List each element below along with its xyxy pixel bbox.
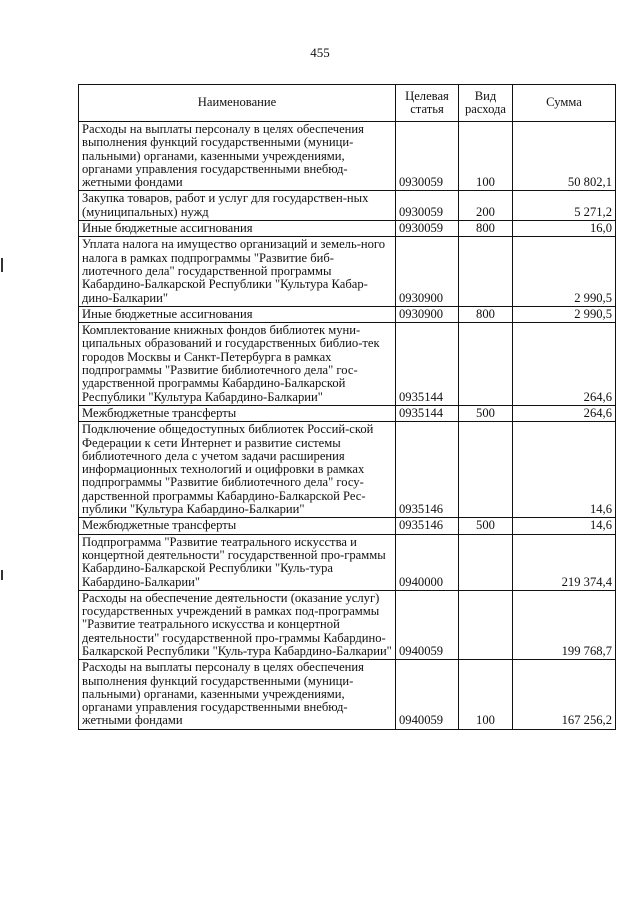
row-type [459, 590, 513, 659]
row-type: 500 [459, 405, 513, 421]
row-sum: 5 271,2 [513, 191, 616, 221]
row-type: 800 [459, 221, 513, 237]
row-name: Межбюджетные трансферты [79, 518, 396, 534]
row-name: Комплектование книжных фондов библиотек муни-ципальных образований и государственных библио-тек городов Москвы и Санкт-Петербурга в рамках подпрограммы "Развитие библиотечного дела" гос-ударственной программы Кабардино-Балкарской Республики "Культура Кабардино-Балкарии" [79, 323, 396, 406]
row-article: 0935144 [396, 323, 459, 406]
table-row [79, 221, 616, 237]
table-row [79, 122, 616, 191]
row-type [459, 323, 513, 406]
row-name: Межбюджетные трансферты [79, 405, 396, 421]
row-article: 0935144 [396, 405, 459, 421]
row-name: Подпрограмма "Развитие театрального искусства и концертной деятельности" государственной про-граммы Кабардино-Балкарской Республики "Куль-тура Кабардино-Балкарии" [79, 534, 396, 590]
row-name: Иные бюджетные ассигнования [79, 306, 396, 322]
row-article: 0935146 [396, 422, 459, 518]
row-article: 0940000 [396, 534, 459, 590]
row-article: 0940059 [396, 660, 459, 729]
table-row [79, 323, 616, 406]
row-sum: 14,6 [513, 518, 616, 534]
row-sum: 2 990,5 [513, 237, 616, 306]
row-article: 0930900 [396, 306, 459, 322]
row-name: Иные бюджетные ассигнования [79, 221, 396, 237]
row-type: 500 [459, 518, 513, 534]
row-article: 0940059 [396, 590, 459, 659]
row-name: Расходы на выплаты персоналу в целях обеспечения выполнения функций государственными (муници-пальными) органами, казенными учреждениями, органами управления государственными внебюд-жетными фондами [79, 660, 396, 729]
table-row [79, 405, 616, 421]
table-row [79, 191, 616, 221]
row-sum: 219 374,4 [513, 534, 616, 590]
row-article: 0935146 [396, 518, 459, 534]
table-header-row [79, 85, 616, 122]
row-name: Уплата налога на имущество организаций и земель-ного налога в рамках подпрограммы "Развитие биб-лиотечного дела" государственной программы Кабардино-Балкарской Республики "Культура Кабар-дино-Балкарии" [79, 237, 396, 306]
row-sum: 167 256,2 [513, 660, 616, 729]
row-article: 0930059 [396, 122, 459, 191]
row-sum: 2 990,5 [513, 306, 616, 322]
table-row [79, 590, 616, 659]
margin-mark [1, 258, 3, 272]
row-type: 100 [459, 122, 513, 191]
row-type: 800 [459, 306, 513, 322]
table-row [79, 534, 616, 590]
row-type [459, 534, 513, 590]
row-sum: 264,6 [513, 323, 616, 406]
table-row [79, 422, 616, 518]
row-sum: 199 768,7 [513, 590, 616, 659]
header-type: Вид расхода [459, 85, 513, 122]
row-name: Расходы на обеспечение деятельности (оказание услуг) государственных учреждений в рамках под-программы "Развитие театрального искусства и концертной деятельности" государственной про-граммы Кабардино-Балкарской Республики "Куль-тура Кабардино-Балкарии" [79, 590, 396, 659]
header-article: Целевая статья [396, 85, 459, 122]
table-row [79, 306, 616, 322]
budget-table [78, 84, 616, 730]
row-sum: 50 802,1 [513, 122, 616, 191]
row-type: 200 [459, 191, 513, 221]
header-sum: Сумма [513, 85, 616, 122]
row-type [459, 422, 513, 518]
row-sum: 264,6 [513, 405, 616, 421]
header-name: Наименование [79, 85, 396, 122]
row-article: 0930900 [396, 237, 459, 306]
row-sum: 16,0 [513, 221, 616, 237]
row-type [459, 237, 513, 306]
row-article: 0930059 [396, 191, 459, 221]
row-article: 0930059 [396, 221, 459, 237]
row-sum: 14,6 [513, 422, 616, 518]
table-row [79, 237, 616, 306]
row-name: Расходы на выплаты персоналу в целях обеспечения выполнения функций государственными (муници-пальными) органами, казенными учреждениями, органами управления государственными внебюд-жетными фондами [79, 122, 396, 191]
table-row [79, 518, 616, 534]
row-name: Закупка товаров, работ и услуг для государствен-ных (муниципальных) нужд [79, 191, 396, 221]
page-number: 455 [310, 45, 330, 60]
row-name: Подключение общедоступных библиотек Россий-ской Федерации к сети Интернет и развитие системы библиотечного дела с учетом задачи расширения информационных технологий и оцифровки в рамках подпрограммы "Развитие библиотечного дела" госу-дарственной программы Кабардино-Балкарской Рес-публики "Культура Кабардино-Балкарии" [79, 422, 396, 518]
table-row [79, 660, 616, 729]
row-type: 100 [459, 660, 513, 729]
margin-mark [1, 570, 3, 580]
